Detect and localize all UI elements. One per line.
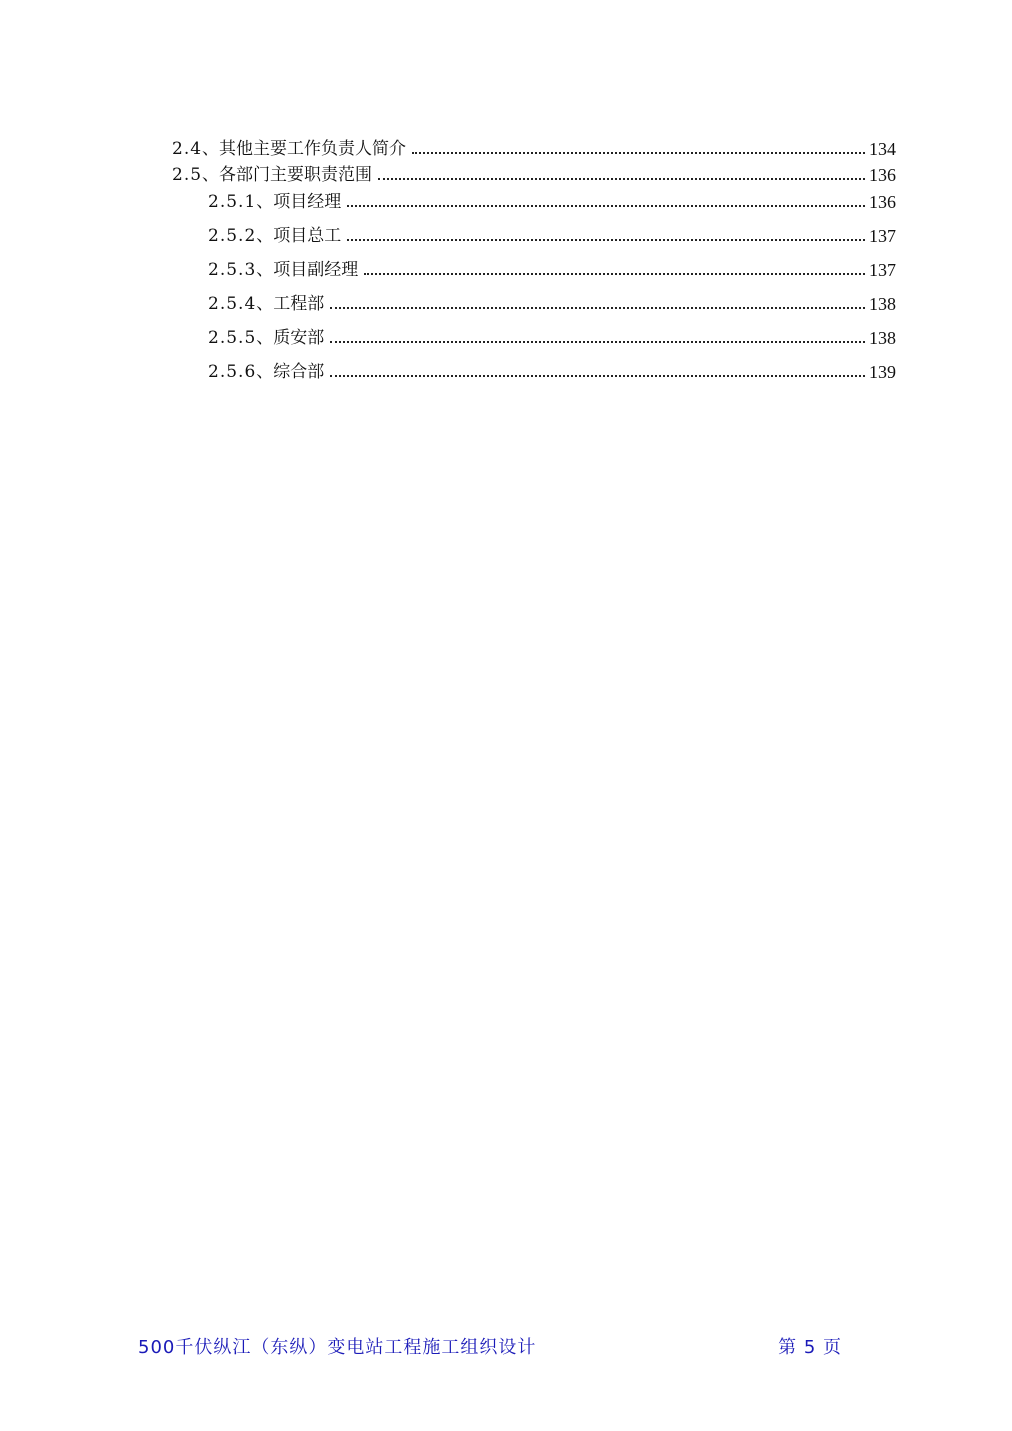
toc-entry-page: 138: [869, 294, 896, 314]
footer-page-number: 第 5 页: [778, 1337, 842, 1358]
toc-entry[interactable]: [172, 281, 896, 315]
toc-entry-title: 、其他主要工作负责人简介: [202, 139, 407, 159]
toc-entry-number: 2.5.3: [208, 260, 257, 280]
toc-entry-page: 138: [869, 328, 896, 348]
toc-entry-page: 137: [869, 260, 896, 280]
toc-entry-page: 137: [869, 226, 896, 246]
toc-entry-number: 2.4: [172, 139, 203, 159]
toc-entry-title: 、各部门主要职责范围: [202, 165, 373, 185]
toc-entry-title: 、项目总工: [256, 226, 342, 246]
dot-leader: [330, 306, 865, 309]
toc-entry-number: 2.5.5: [208, 328, 257, 348]
dot-leader: [330, 340, 865, 343]
toc-entry-number: 2.5: [172, 165, 203, 185]
dot-leader: [347, 238, 865, 241]
toc-entry-title: 、综合部: [256, 362, 325, 382]
footer-document-title: 500千伏纵江（东纵）变电站工程施工组织设计: [138, 1337, 537, 1358]
toc-entry[interactable]: [172, 160, 896, 186]
toc-entry[interactable]: [172, 315, 896, 349]
table-of-contents: [172, 134, 896, 383]
toc-entry[interactable]: [172, 134, 896, 160]
toc-entry-title: 、项目副经理: [256, 260, 359, 280]
dot-leader: [330, 374, 865, 377]
toc-entry-page: 139: [869, 362, 896, 382]
toc-entry[interactable]: [172, 349, 896, 383]
toc-entry-number: 2.5.4: [208, 294, 257, 314]
toc-entry-title: 、工程部: [256, 294, 325, 314]
toc-entry[interactable]: [172, 247, 896, 281]
toc-entry-page: 134: [869, 139, 896, 159]
toc-entry-page: 136: [869, 192, 896, 212]
toc-entry-page: 136: [869, 165, 896, 185]
toc-entry-title: 、项目经理: [256, 192, 342, 212]
toc-entry-number: 2.5.6: [208, 362, 257, 382]
page-footer: [138, 1333, 842, 1359]
dot-leader: [378, 177, 865, 180]
toc-entry-number: 2.5.1: [208, 192, 257, 212]
toc-entry-title: 、质安部: [256, 328, 325, 348]
toc-entry[interactable]: [172, 186, 896, 213]
toc-entry-number: 2.5.2: [208, 226, 257, 246]
toc-entry[interactable]: [172, 213, 896, 247]
dot-leader: [364, 272, 865, 275]
dot-leader: [347, 204, 865, 207]
dot-leader: [412, 151, 865, 154]
